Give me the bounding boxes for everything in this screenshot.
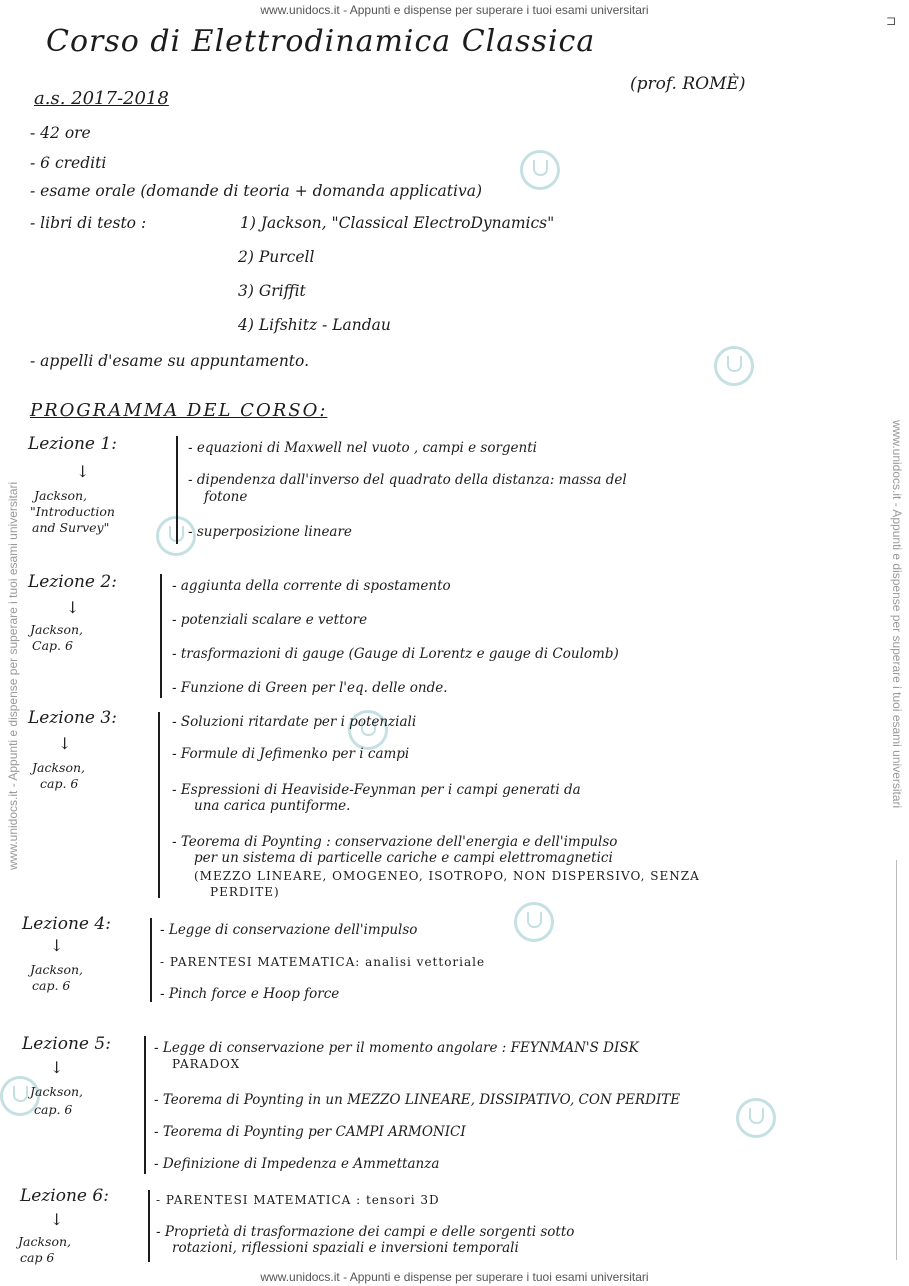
lecture-item: - Legge di conservazione dell'impulso — [160, 922, 418, 938]
lecture-bracket — [176, 436, 178, 544]
lecture-item: per un sistema di particelle cariche e campi elettromagnetici — [194, 850, 613, 866]
watermark-left: www.unidocs.it - Appunti e dispense per superare i tuoi esami universitari — [6, 481, 20, 870]
lecture-item: - aggiunta della corrente di spostamento — [172, 578, 451, 594]
lecture-item: PARADOX — [172, 1057, 241, 1071]
lecture-item: - Legge di conservazione per il momento angolare : FEYNMAN'S DISK — [154, 1040, 639, 1056]
academic-year: a.s. 2017-2018 — [34, 88, 169, 109]
lecture-item: - PARENTESI MATEMATICA: analisi vettoriale — [160, 955, 486, 969]
unidocs-logo-icon — [520, 150, 560, 190]
book-item: 1) Jackson, "Classical ElectroDynamics" — [240, 214, 555, 232]
lecture-ref: cap. 6 — [34, 1102, 73, 1117]
lecture-item: - Espressioni di Heaviside-Feynman per i campi generati da — [172, 782, 581, 798]
info-hours: - 42 ore — [30, 124, 91, 142]
arrow-down-icon: ↓ — [50, 1058, 64, 1077]
lecture-ref: Jackson, — [30, 622, 84, 637]
info-appelli: - appelli d'esame su appuntamento. — [30, 352, 310, 370]
lecture-title: Lezione 5: — [22, 1034, 111, 1054]
lecture-item: - Pinch force e Hoop force — [160, 986, 340, 1002]
lecture-ref: Jackson, — [34, 488, 88, 503]
book-item: 2) Purcell — [238, 248, 315, 266]
lecture-ref: cap 6 — [20, 1250, 55, 1265]
unidocs-logo-icon — [736, 1098, 776, 1138]
lecture-bracket — [158, 712, 160, 898]
lecture-title: Lezione 3: — [28, 708, 117, 728]
lecture-item: - Funzione di Green per l'eq. delle onde. — [172, 680, 448, 696]
lecture-item: - potenziali scalare e vettore — [172, 612, 368, 628]
book-item: 4) Lifshitz - Landau — [238, 316, 391, 334]
info-credits: - 6 crediti — [30, 154, 107, 172]
watermark-bottom: www.unidocs.it - Appunti e dispense per superare i tuoi esami universitari — [260, 1270, 649, 1284]
lecture-item: - Proprietà di trasformazione dei campi e delle sorgenti sotto — [156, 1224, 575, 1240]
lecture-ref: "Introduction — [30, 504, 115, 519]
lecture-item: PERDITE) — [210, 885, 280, 899]
lecture-item: - equazioni di Maxwell nel vuoto , campi e sorgenti — [188, 440, 537, 456]
lecture-item: - Soluzioni ritardate per i potenziali — [172, 714, 417, 730]
lecture-item: - PARENTESI MATEMATICA : tensori 3D — [156, 1193, 440, 1207]
professor-name: (prof. ROMÈ) — [630, 74, 746, 94]
lecture-ref: Cap. 6 — [32, 638, 73, 653]
lecture-item: - dipendenza dall'inverso del quadrato della distanza: massa del — [188, 472, 627, 488]
watermark-right: www.unidocs.it - Appunti e dispense per superare i tuoi esami universitari — [890, 420, 904, 809]
page-edge-line — [896, 860, 897, 1260]
lecture-title: Lezione 6: — [20, 1186, 109, 1206]
lecture-item: - Teorema di Poynting : conservazione dell'energia e dell'impulso — [172, 834, 618, 850]
arrow-down-icon: ↓ — [50, 936, 64, 955]
book-item: 3) Griffit — [238, 282, 306, 300]
arrow-down-icon: ↓ — [76, 462, 90, 481]
program-heading: PROGRAMMA DEL CORSO: — [30, 400, 328, 421]
page-corner-mark: ⊐ — [886, 14, 897, 28]
lecture-item: - Definizione di Impedenza e Ammettanza — [154, 1156, 440, 1172]
info-books-label: - libri di testo : — [30, 214, 147, 232]
lecture-ref: cap. 6 — [40, 776, 79, 791]
arrow-down-icon: ↓ — [66, 598, 80, 617]
lecture-title: Lezione 1: — [28, 434, 117, 454]
lecture-bracket — [160, 574, 162, 698]
lecture-ref: and Survey" — [32, 520, 110, 535]
lecture-item: (MEZZO LINEARE, OMOGENEO, ISOTROPO, NON DISPERSIVO, SENZA — [194, 869, 700, 883]
lecture-ref: Jackson, — [18, 1234, 72, 1249]
lecture-item: - superposizione lineare — [188, 524, 352, 540]
unidocs-logo-icon — [714, 346, 754, 386]
lecture-item: - Teorema di Poynting in un MEZZO LINEARE, DISSIPATIVO, CON PERDITE — [154, 1092, 681, 1108]
lecture-title: Lezione 2: — [28, 572, 117, 592]
lecture-ref: Jackson, — [32, 760, 86, 775]
lecture-item: - trasformazioni di gauge (Gauge di Lorentz e gauge di Coulomb) — [172, 646, 619, 662]
lecture-title: Lezione 4: — [22, 914, 111, 934]
lecture-ref: Jackson, — [30, 1084, 84, 1099]
lecture-ref: cap. 6 — [32, 978, 71, 993]
unidocs-logo-icon — [514, 902, 554, 942]
arrow-down-icon: ↓ — [50, 1210, 64, 1229]
page-title: Corso di Elettrodinamica Classica — [46, 24, 596, 59]
watermark-top: www.unidocs.it - Appunti e dispense per superare i tuoi esami universitari — [260, 3, 649, 17]
lecture-item: - Formule di Jefimenko per i campi — [172, 746, 410, 762]
lecture-bracket — [150, 918, 152, 1002]
lecture-bracket — [144, 1036, 146, 1174]
info-exam: - esame orale (domande di teoria + domanda applicativa) — [30, 182, 483, 200]
lecture-ref: Jackson, — [30, 962, 84, 977]
lecture-item: una carica puntiforme. — [194, 798, 351, 814]
lecture-item: fotone — [204, 489, 248, 505]
arrow-down-icon: ↓ — [58, 734, 72, 753]
lecture-item: rotazioni, riflessioni spaziali e inversioni temporali — [172, 1240, 519, 1256]
lecture-bracket — [148, 1190, 150, 1262]
lecture-item: - Teorema di Poynting per CAMPI ARMONICI — [154, 1124, 466, 1140]
